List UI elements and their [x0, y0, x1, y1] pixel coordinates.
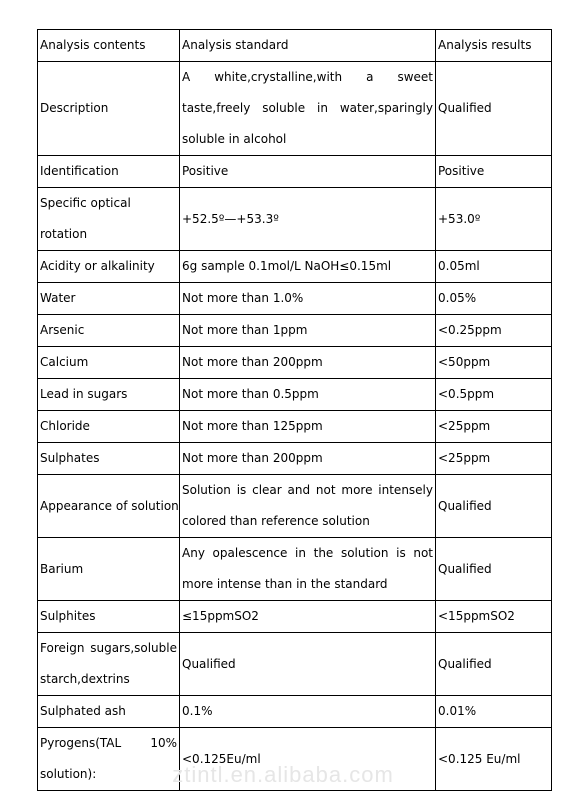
row-standard-cell: Not more than 1ppm: [180, 315, 436, 347]
table-row: [38, 633, 552, 696]
row-result-cell: Qualified: [436, 475, 552, 538]
table-row: [38, 696, 552, 728]
row-result-cell: +53.0º: [436, 188, 552, 251]
row-result-cell: Qualified: [436, 633, 552, 696]
row-standard-cell: Any opalescence in the solution is not more intense than in the standard: [180, 538, 436, 601]
row-item-cell: Sulphated ash: [38, 696, 180, 728]
table-row: [38, 156, 552, 188]
row-result-cell: <0.25ppm: [436, 315, 552, 347]
row-result-cell: 0.05ml: [436, 251, 552, 283]
row-result-cell: <50ppm: [436, 347, 552, 379]
header-analysis-standard: Analysis standard: [180, 30, 436, 62]
row-result-cell: <25ppm: [436, 443, 552, 475]
row-item-cell: Pyrogens(TAL 10% solution):: [38, 728, 180, 791]
row-result-cell: Qualified: [436, 62, 552, 156]
table-row: [38, 315, 552, 347]
row-standard-cell: Not more than 0.5ppm: [180, 379, 436, 411]
row-result-cell: Qualified: [436, 538, 552, 601]
row-result-cell: 0.01%: [436, 696, 552, 728]
row-result-cell: <25ppm: [436, 411, 552, 443]
row-standard-cell: <0.125Eu/ml: [180, 728, 436, 791]
table-row: [38, 188, 552, 251]
row-standard-cell: Not more than 200ppm: [180, 443, 436, 475]
row-item-cell: Acidity or alkalinity: [38, 251, 180, 283]
row-item-cell: Calcium: [38, 347, 180, 379]
header-analysis-results: Analysis results: [436, 30, 552, 62]
row-standard-cell: A white,crystalline,with a sweet taste,freely soluble in water,sparingly soluble in alcohol: [180, 62, 436, 156]
watermark: ztintl.en.alibaba.com: [172, 762, 394, 787]
row-item-cell: Sulphates: [38, 443, 180, 475]
row-standard-cell: Solution is clear and not more intensely colored than reference solution: [180, 475, 436, 538]
row-item-cell: Lead in sugars: [38, 379, 180, 411]
row-item-cell: Description: [38, 62, 180, 156]
row-standard-cell: 6g sample 0.1mol/L NaOH≤0.15ml: [180, 251, 436, 283]
row-result-cell: <0.5ppm: [436, 379, 552, 411]
table-row: [38, 538, 552, 601]
table-row: [38, 62, 552, 156]
row-standard-cell: Positive: [180, 156, 436, 188]
row-item-cell: Water: [38, 283, 180, 315]
header-analysis-contents: Analysis contents: [38, 30, 180, 62]
row-item-cell: Barium: [38, 538, 180, 601]
table-row: [38, 475, 552, 538]
table-row: [38, 443, 552, 475]
row-result-cell: <15ppmSO2: [436, 601, 552, 633]
analysis-table-body: [38, 30, 552, 791]
row-item-cell: Specific optical rotation: [38, 188, 180, 251]
row-result-cell: Positive: [436, 156, 552, 188]
row-standard-cell: ≤15ppmSO2: [180, 601, 436, 633]
row-standard-cell: Qualified: [180, 633, 436, 696]
table-row: [38, 251, 552, 283]
row-item-cell: Appearance of solution: [38, 475, 180, 538]
row-item-cell: Identification: [38, 156, 180, 188]
row-item-cell: Chloride: [38, 411, 180, 443]
table-row: [38, 411, 552, 443]
table-row: [38, 601, 552, 633]
row-standard-cell: Not more than 1.0%: [180, 283, 436, 315]
row-result-cell: <0.125 Eu/ml: [436, 728, 552, 791]
row-result-cell: 0.05%: [436, 283, 552, 315]
table-row: [38, 347, 552, 379]
row-item-cell: Arsenic: [38, 315, 180, 347]
row-item-cell: Foreign sugars,soluble starch,dextrins: [38, 633, 180, 696]
table-row: [38, 283, 552, 315]
row-standard-cell: 0.1%: [180, 696, 436, 728]
table-header-row: [38, 30, 552, 62]
row-standard-cell: +52.5º—+53.3º: [180, 188, 436, 251]
table-row: [38, 379, 552, 411]
analysis-table: [37, 29, 552, 791]
row-standard-cell: Not more than 200ppm: [180, 347, 436, 379]
row-standard-cell: Not more than 125ppm: [180, 411, 436, 443]
row-item-cell: Sulphites: [38, 601, 180, 633]
